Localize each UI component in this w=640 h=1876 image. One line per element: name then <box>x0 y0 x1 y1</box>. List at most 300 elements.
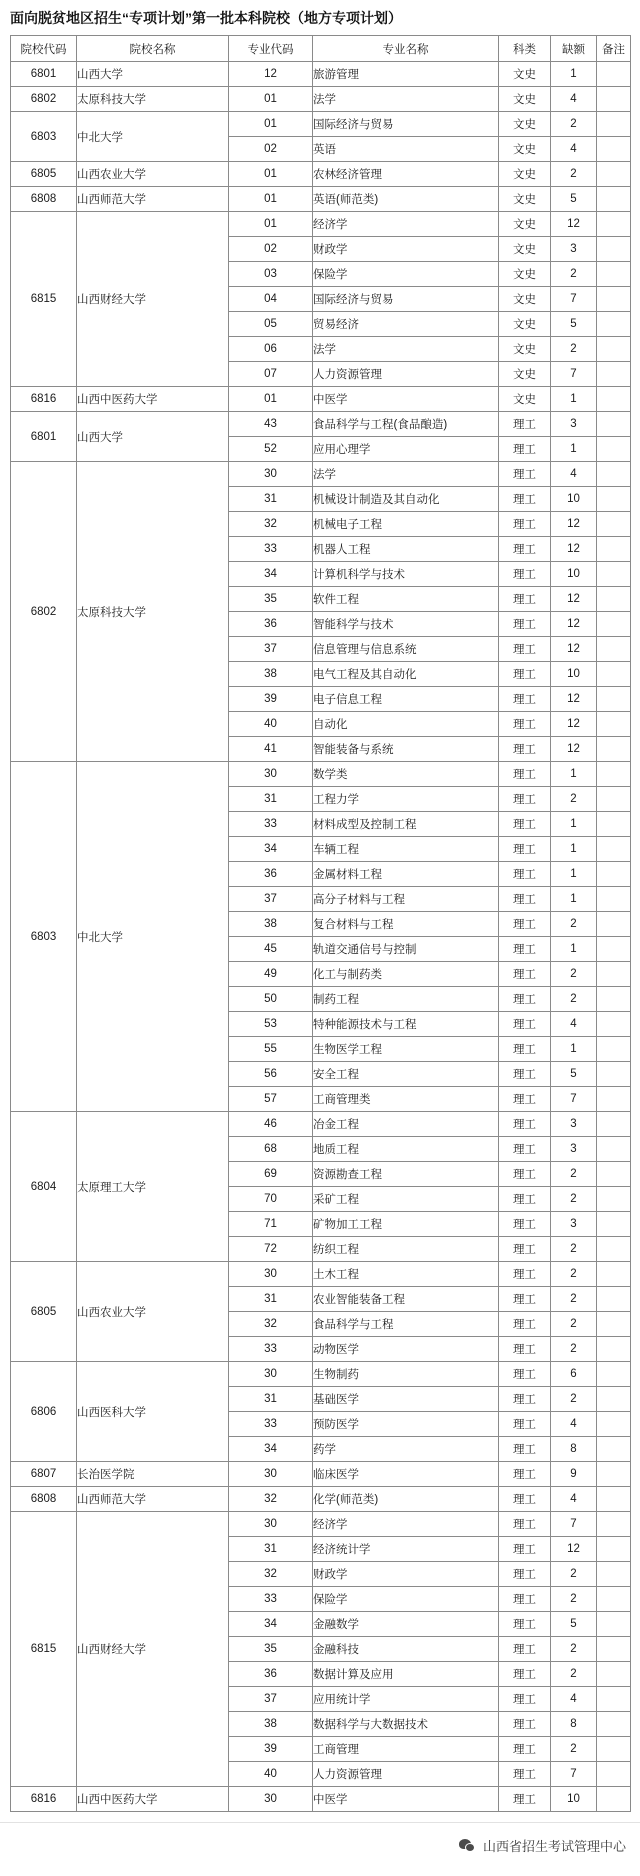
cell-major-name: 财政学 <box>313 237 499 262</box>
cell-major-name: 化学(师范类) <box>313 1487 499 1512</box>
cell-major-code: 55 <box>229 1037 313 1062</box>
cell-vacancy: 4 <box>551 1487 597 1512</box>
cell-major-name: 矿物加工工程 <box>313 1212 499 1237</box>
cell-remark <box>597 387 631 412</box>
cell-vacancy: 2 <box>551 1737 597 1762</box>
cell-vacancy: 12 <box>551 587 597 612</box>
cell-remark <box>597 1412 631 1437</box>
cell-major-code: 70 <box>229 1187 313 1212</box>
cell-vacancy: 2 <box>551 1562 597 1587</box>
cell-major-code: 30 <box>229 1787 313 1812</box>
table-row <box>11 87 631 112</box>
cell-major-code: 30 <box>229 1512 313 1537</box>
cell-major-name: 安全工程 <box>313 1062 499 1087</box>
cell-vacancy: 2 <box>551 1162 597 1187</box>
cell-vacancy: 1 <box>551 837 597 862</box>
cell-school-name: 中北大学 <box>77 112 229 162</box>
cell-school-code: 6801 <box>11 62 77 87</box>
cell-major-code: 50 <box>229 987 313 1012</box>
cell-vacancy: 12 <box>551 637 597 662</box>
cell-major-name: 农林经济管理 <box>313 162 499 187</box>
cell-school-name: 山西大学 <box>77 412 229 462</box>
cell-school-code: 6816 <box>11 387 77 412</box>
cell-major-name: 基础医学 <box>313 1387 499 1412</box>
table-row <box>11 1512 631 1537</box>
cell-remark <box>597 1362 631 1387</box>
cell-vacancy: 3 <box>551 1137 597 1162</box>
cell-major-code: 38 <box>229 662 313 687</box>
cell-vacancy: 2 <box>551 1262 597 1287</box>
cell-school-name: 长治医学院 <box>77 1462 229 1487</box>
cell-remark <box>597 287 631 312</box>
cell-category: 理工 <box>499 1487 551 1512</box>
table-row <box>11 187 631 212</box>
cell-major-code: 34 <box>229 562 313 587</box>
cell-vacancy: 1 <box>551 437 597 462</box>
cell-category: 文史 <box>499 187 551 212</box>
cell-major-code: 69 <box>229 1162 313 1187</box>
cell-remark <box>597 312 631 337</box>
cell-major-code: 32 <box>229 1562 313 1587</box>
cell-category: 理工 <box>499 862 551 887</box>
cell-major-code: 36 <box>229 612 313 637</box>
cell-vacancy: 2 <box>551 112 597 137</box>
cell-major-code: 39 <box>229 1737 313 1762</box>
cell-school-name: 山西师范大学 <box>77 187 229 212</box>
table-row <box>11 462 631 487</box>
cell-school-name: 山西农业大学 <box>77 162 229 187</box>
table-row <box>11 1362 631 1387</box>
cell-remark <box>597 1762 631 1787</box>
cell-remark <box>597 337 631 362</box>
cell-remark <box>597 87 631 112</box>
cell-major-code: 30 <box>229 1262 313 1287</box>
cell-vacancy: 5 <box>551 312 597 337</box>
cell-remark <box>597 1087 631 1112</box>
cell-major-name: 机械设计制造及其自动化 <box>313 487 499 512</box>
cell-vacancy: 10 <box>551 662 597 687</box>
cell-major-code: 41 <box>229 737 313 762</box>
cell-category: 理工 <box>499 937 551 962</box>
cell-major-code: 01 <box>229 87 313 112</box>
cell-major-code: 03 <box>229 262 313 287</box>
cell-major-name: 经济学 <box>313 212 499 237</box>
cell-category: 文史 <box>499 87 551 112</box>
cell-remark <box>597 237 631 262</box>
cell-major-name: 采矿工程 <box>313 1187 499 1212</box>
cell-major-code: 40 <box>229 1762 313 1787</box>
cell-category: 理工 <box>499 1087 551 1112</box>
cell-category: 文史 <box>499 337 551 362</box>
table-row <box>11 1462 631 1487</box>
cell-major-code: 52 <box>229 437 313 462</box>
cell-major-name: 材料成型及控制工程 <box>313 812 499 837</box>
cell-remark <box>597 1787 631 1812</box>
cell-category: 文史 <box>499 312 551 337</box>
cell-remark <box>597 462 631 487</box>
cell-major-name: 化工与制药类 <box>313 962 499 987</box>
cell-category: 理工 <box>499 787 551 812</box>
cell-major-name: 生物医学工程 <box>313 1037 499 1062</box>
cell-vacancy: 7 <box>551 362 597 387</box>
cell-major-code: 32 <box>229 512 313 537</box>
cell-remark <box>597 812 631 837</box>
cell-category: 理工 <box>499 962 551 987</box>
cell-major-name: 临床医学 <box>313 1462 499 1487</box>
cell-category: 理工 <box>499 437 551 462</box>
cell-category: 理工 <box>499 612 551 637</box>
cell-school-code: 6801 <box>11 412 77 462</box>
cell-major-name: 资源勘查工程 <box>313 1162 499 1187</box>
cell-major-code: 31 <box>229 787 313 812</box>
cell-major-code: 07 <box>229 362 313 387</box>
cell-vacancy: 12 <box>551 612 597 637</box>
cell-remark <box>597 1312 631 1337</box>
cell-category: 文史 <box>499 62 551 87</box>
admission-plan-table <box>10 35 631 1812</box>
cell-vacancy: 4 <box>551 462 597 487</box>
cell-remark <box>597 1687 631 1712</box>
cell-category: 理工 <box>499 1237 551 1262</box>
cell-major-name: 工商管理 <box>313 1737 499 1762</box>
cell-remark <box>597 1512 631 1537</box>
cell-remark <box>597 687 631 712</box>
cell-major-name: 经济统计学 <box>313 1537 499 1562</box>
cell-category: 理工 <box>499 1787 551 1812</box>
cell-vacancy: 1 <box>551 1037 597 1062</box>
cell-remark <box>597 837 631 862</box>
cell-category: 文史 <box>499 262 551 287</box>
cell-major-name: 数据科学与大数据技术 <box>313 1712 499 1737</box>
cell-major-code: 36 <box>229 862 313 887</box>
cell-category: 理工 <box>499 1037 551 1062</box>
column-header-major-code: 专业代码 <box>229 36 313 62</box>
cell-category: 理工 <box>499 1312 551 1337</box>
cell-category: 理工 <box>499 1362 551 1387</box>
cell-major-code: 31 <box>229 1537 313 1562</box>
cell-remark <box>597 1262 631 1287</box>
cell-category: 理工 <box>499 1262 551 1287</box>
cell-category: 理工 <box>499 512 551 537</box>
cell-category: 文史 <box>499 387 551 412</box>
table-header-row <box>11 36 631 62</box>
cell-category: 理工 <box>499 762 551 787</box>
cell-major-code: 30 <box>229 1462 313 1487</box>
table-body <box>11 62 631 1812</box>
cell-vacancy: 5 <box>551 187 597 212</box>
cell-remark <box>597 662 631 687</box>
cell-major-code: 71 <box>229 1212 313 1237</box>
cell-vacancy: 1 <box>551 937 597 962</box>
column-header-major-name: 专业名称 <box>313 36 499 62</box>
cell-major-code: 35 <box>229 1637 313 1662</box>
cell-vacancy: 1 <box>551 887 597 912</box>
cell-major-name: 冶金工程 <box>313 1112 499 1137</box>
cell-major-name: 复合材料与工程 <box>313 912 499 937</box>
cell-remark <box>597 787 631 812</box>
cell-major-code: 01 <box>229 187 313 212</box>
table-row <box>11 162 631 187</box>
cell-major-name: 车辆工程 <box>313 837 499 862</box>
cell-major-code: 01 <box>229 387 313 412</box>
cell-major-name: 电子信息工程 <box>313 687 499 712</box>
cell-remark <box>597 712 631 737</box>
cell-major-name: 计算机科学与技术 <box>313 562 499 587</box>
cell-category: 理工 <box>499 812 551 837</box>
cell-vacancy: 2 <box>551 1187 597 1212</box>
cell-vacancy: 2 <box>551 1637 597 1662</box>
cell-major-name: 生物制药 <box>313 1362 499 1387</box>
cell-remark <box>597 1287 631 1312</box>
column-header-school-code: 院校代码 <box>11 36 77 62</box>
cell-remark <box>597 137 631 162</box>
cell-remark <box>597 912 631 937</box>
cell-major-code: 01 <box>229 212 313 237</box>
cell-vacancy: 7 <box>551 1512 597 1537</box>
cell-remark <box>597 1587 631 1612</box>
cell-major-name: 人力资源管理 <box>313 362 499 387</box>
cell-remark <box>597 1637 631 1662</box>
cell-vacancy: 12 <box>551 737 597 762</box>
cell-school-code: 6816 <box>11 1787 77 1812</box>
cell-major-code: 57 <box>229 1087 313 1112</box>
cell-major-name: 法学 <box>313 87 499 112</box>
cell-school-name: 山西中医药大学 <box>77 387 229 412</box>
cell-category: 理工 <box>499 1687 551 1712</box>
cell-major-code: 34 <box>229 1612 313 1637</box>
table-row <box>11 212 631 237</box>
cell-major-name: 智能科学与技术 <box>313 612 499 637</box>
cell-vacancy: 5 <box>551 1062 597 1087</box>
cell-major-code: 68 <box>229 1137 313 1162</box>
table-row <box>11 412 631 437</box>
cell-vacancy: 6 <box>551 1362 597 1387</box>
cell-school-name: 山西大学 <box>77 62 229 87</box>
cell-major-name: 特种能源技术与工程 <box>313 1012 499 1037</box>
cell-category: 理工 <box>499 737 551 762</box>
cell-category: 文史 <box>499 137 551 162</box>
table-row <box>11 112 631 137</box>
cell-category: 理工 <box>499 1187 551 1212</box>
column-header-remark: 备注 <box>597 36 631 62</box>
cell-major-name: 智能装备与系统 <box>313 737 499 762</box>
cell-category: 理工 <box>499 1287 551 1312</box>
cell-school-code: 6803 <box>11 112 77 162</box>
cell-school-code: 6806 <box>11 1362 77 1462</box>
cell-major-code: 31 <box>229 487 313 512</box>
cell-remark <box>597 1237 631 1262</box>
cell-remark <box>597 612 631 637</box>
cell-major-code: 30 <box>229 1362 313 1387</box>
cell-major-code: 35 <box>229 587 313 612</box>
cell-major-code: 33 <box>229 1337 313 1362</box>
cell-category: 理工 <box>499 1112 551 1137</box>
cell-school-code: 6804 <box>11 1112 77 1262</box>
cell-category: 理工 <box>499 1412 551 1437</box>
cell-vacancy: 4 <box>551 1687 597 1712</box>
cell-vacancy: 2 <box>551 1337 597 1362</box>
cell-major-code: 33 <box>229 1412 313 1437</box>
cell-school-name: 太原科技大学 <box>77 87 229 112</box>
cell-category: 理工 <box>499 1587 551 1612</box>
cell-remark <box>597 1212 631 1237</box>
footer-bar <box>0 1822 640 1868</box>
cell-major-code: 72 <box>229 1237 313 1262</box>
table-row <box>11 1487 631 1512</box>
cell-major-name: 法学 <box>313 462 499 487</box>
cell-vacancy: 4 <box>551 1012 597 1037</box>
cell-vacancy: 3 <box>551 237 597 262</box>
cell-major-name: 中医学 <box>313 1787 499 1812</box>
cell-category: 文史 <box>499 162 551 187</box>
cell-category: 理工 <box>499 1712 551 1737</box>
footer-account-name: 山西省招生考试管理中心 <box>482 1839 626 1854</box>
cell-vacancy: 5 <box>551 1612 597 1637</box>
cell-major-code: 33 <box>229 812 313 837</box>
cell-major-name: 财政学 <box>313 1562 499 1587</box>
cell-category: 理工 <box>499 987 551 1012</box>
cell-major-name: 经济学 <box>313 1512 499 1537</box>
cell-vacancy: 12 <box>551 712 597 737</box>
cell-remark <box>597 1437 631 1462</box>
cell-remark <box>597 1187 631 1212</box>
cell-major-code: 30 <box>229 762 313 787</box>
cell-major-name: 金融科技 <box>313 1637 499 1662</box>
cell-category: 理工 <box>499 487 551 512</box>
cell-remark <box>597 362 631 387</box>
cell-remark <box>597 1562 631 1587</box>
cell-major-name: 应用心理学 <box>313 437 499 462</box>
cell-school-name: 山西农业大学 <box>77 1262 229 1362</box>
cell-remark <box>597 1662 631 1687</box>
cell-vacancy: 3 <box>551 1212 597 1237</box>
table-row <box>11 1112 631 1137</box>
cell-remark <box>597 487 631 512</box>
cell-school-code: 6802 <box>11 87 77 112</box>
cell-remark <box>597 987 631 1012</box>
cell-major-name: 电气工程及其自动化 <box>313 662 499 687</box>
cell-school-code: 6805 <box>11 1262 77 1362</box>
cell-major-code: 34 <box>229 837 313 862</box>
cell-vacancy: 2 <box>551 1662 597 1687</box>
cell-category: 理工 <box>499 912 551 937</box>
cell-major-code: 53 <box>229 1012 313 1037</box>
cell-major-code: 32 <box>229 1312 313 1337</box>
cell-major-code: 33 <box>229 1587 313 1612</box>
cell-remark <box>597 1337 631 1362</box>
cell-category: 理工 <box>499 1212 551 1237</box>
cell-remark <box>597 1112 631 1137</box>
cell-major-name: 金融数学 <box>313 1612 499 1637</box>
cell-vacancy: 4 <box>551 87 597 112</box>
cell-category: 理工 <box>499 462 551 487</box>
cell-vacancy: 12 <box>551 212 597 237</box>
cell-vacancy: 1 <box>551 862 597 887</box>
cell-major-code: 31 <box>229 1287 313 1312</box>
cell-remark <box>597 737 631 762</box>
cell-vacancy: 7 <box>551 1762 597 1787</box>
cell-major-code: 46 <box>229 1112 313 1137</box>
cell-school-code: 6803 <box>11 762 77 1112</box>
cell-category: 理工 <box>499 587 551 612</box>
cell-vacancy: 2 <box>551 787 597 812</box>
table-row <box>11 387 631 412</box>
cell-major-code: 01 <box>229 162 313 187</box>
cell-vacancy: 9 <box>551 1462 597 1487</box>
cell-vacancy: 2 <box>551 337 597 362</box>
cell-major-name: 保险学 <box>313 1587 499 1612</box>
cell-major-name: 食品科学与工程 <box>313 1312 499 1337</box>
cell-major-code: 37 <box>229 887 313 912</box>
cell-remark <box>597 1387 631 1412</box>
cell-major-name: 保险学 <box>313 262 499 287</box>
cell-remark <box>597 587 631 612</box>
cell-vacancy: 7 <box>551 1087 597 1112</box>
cell-category: 理工 <box>499 1137 551 1162</box>
cell-major-name: 纺织工程 <box>313 1237 499 1262</box>
cell-major-code: 36 <box>229 1662 313 1687</box>
cell-major-name: 人力资源管理 <box>313 1762 499 1787</box>
cell-school-code: 6808 <box>11 1487 77 1512</box>
cell-major-name: 机械电子工程 <box>313 512 499 537</box>
cell-vacancy: 3 <box>551 1112 597 1137</box>
table-row <box>11 1787 631 1812</box>
cell-major-name: 地质工程 <box>313 1137 499 1162</box>
cell-major-code: 02 <box>229 237 313 262</box>
cell-major-name: 工程力学 <box>313 787 499 812</box>
cell-vacancy: 2 <box>551 987 597 1012</box>
cell-remark <box>597 512 631 537</box>
cell-vacancy: 4 <box>551 1412 597 1437</box>
cell-category: 理工 <box>499 1662 551 1687</box>
cell-school-code: 6805 <box>11 162 77 187</box>
cell-remark <box>597 762 631 787</box>
cell-category: 理工 <box>499 1612 551 1637</box>
cell-vacancy: 12 <box>551 537 597 562</box>
cell-major-code: 06 <box>229 337 313 362</box>
cell-major-name: 数学类 <box>313 762 499 787</box>
cell-remark <box>597 637 631 662</box>
cell-vacancy: 1 <box>551 387 597 412</box>
cell-category: 理工 <box>499 1637 551 1662</box>
cell-category: 理工 <box>499 1762 551 1787</box>
cell-remark <box>597 1712 631 1737</box>
table-row <box>11 762 631 787</box>
cell-remark <box>597 437 631 462</box>
cell-major-name: 药学 <box>313 1437 499 1462</box>
cell-major-name: 动物医学 <box>313 1337 499 1362</box>
cell-vacancy: 7 <box>551 287 597 312</box>
cell-major-code: 43 <box>229 412 313 437</box>
cell-vacancy: 4 <box>551 137 597 162</box>
cell-major-code: 45 <box>229 937 313 962</box>
cell-category: 文史 <box>499 362 551 387</box>
cell-major-name: 中医学 <box>313 387 499 412</box>
cell-remark <box>597 1487 631 1512</box>
cell-major-code: 38 <box>229 912 313 937</box>
cell-vacancy: 3 <box>551 412 597 437</box>
cell-category: 文史 <box>499 212 551 237</box>
table-header <box>11 36 631 62</box>
cell-major-code: 49 <box>229 962 313 987</box>
cell-school-name: 山西师范大学 <box>77 1487 229 1512</box>
table-row <box>11 1262 631 1287</box>
cell-major-name: 食品科学与工程(食品酿造) <box>313 412 499 437</box>
cell-category: 理工 <box>499 637 551 662</box>
cell-remark <box>597 1462 631 1487</box>
cell-major-code: 05 <box>229 312 313 337</box>
cell-remark <box>597 887 631 912</box>
